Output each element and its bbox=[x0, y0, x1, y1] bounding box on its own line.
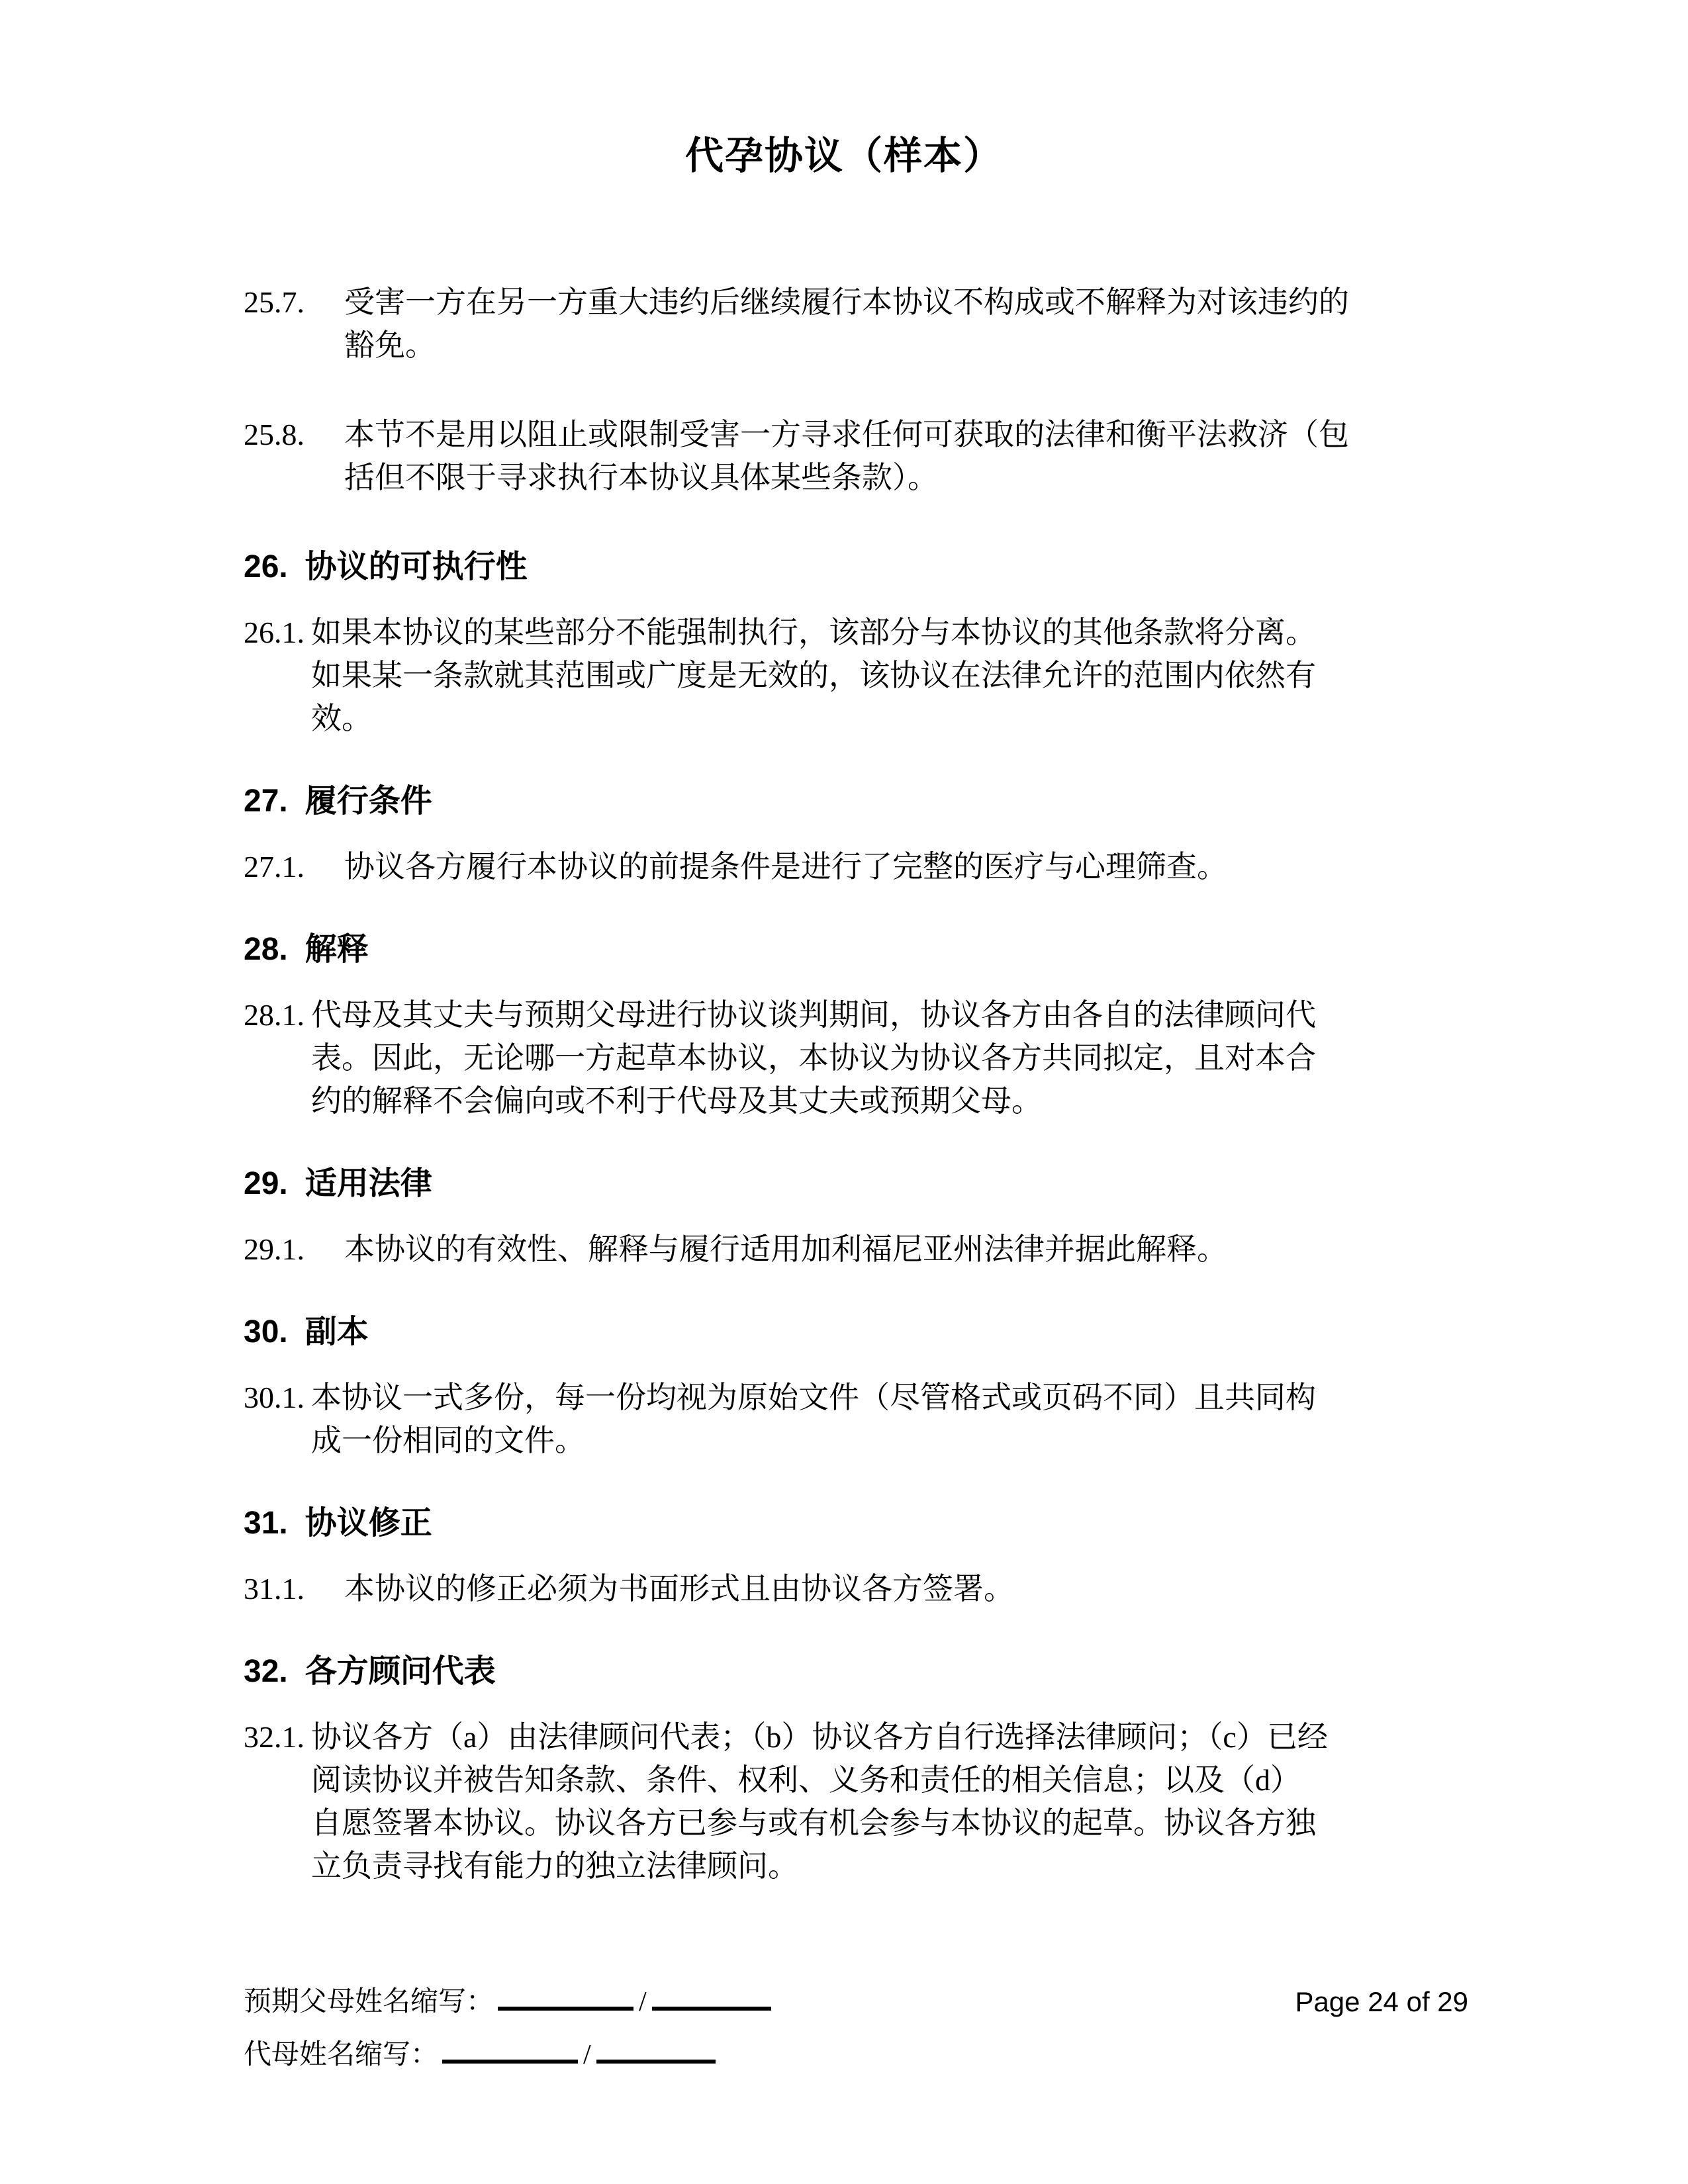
section-heading bbox=[244, 1162, 1470, 1205]
clause-number: 25.8. bbox=[244, 418, 305, 451]
intended-parents-initials-label: 预期父母姓名缩写： bbox=[244, 1987, 494, 2017]
surrogate-initials-label: 代母姓名缩写： bbox=[244, 2040, 439, 2070]
clause-item bbox=[244, 1228, 1470, 1271]
section-title: 协议的可执行性 bbox=[305, 549, 528, 584]
clause-text: 本协议的有效性、解释与履行适用加利福尼亚州法律并据此解释。 bbox=[344, 1232, 1227, 1266]
section-number: 32. bbox=[244, 1654, 288, 1689]
clause-text: 本协议的修正必须为书面形式且由协议各方签署。 bbox=[344, 1572, 1014, 1606]
section-number: 27. bbox=[244, 784, 288, 819]
section-heading bbox=[244, 1310, 1470, 1353]
clause-item bbox=[244, 993, 1470, 1122]
section-number: 29. bbox=[244, 1166, 288, 1201]
initials-separator: / bbox=[639, 1987, 647, 2017]
page-title: 代孕协议（样本） bbox=[684, 134, 1003, 177]
section-title: 解释 bbox=[305, 932, 369, 967]
clause-number: 30.1. bbox=[244, 1381, 305, 1414]
section-title: 各方顾问代表 bbox=[305, 1654, 496, 1689]
section-number: 28. bbox=[244, 932, 288, 967]
clause-number: 31.1. bbox=[244, 1572, 305, 1606]
section-title: 副本 bbox=[305, 1314, 369, 1349]
initials-blank bbox=[498, 1978, 633, 2011]
clause-number: 27.1. bbox=[244, 850, 305, 884]
initials-blank bbox=[442, 2030, 578, 2064]
clause-item bbox=[244, 1376, 1470, 1462]
section-title: 协议修正 bbox=[305, 1506, 432, 1541]
section-title: 履行条件 bbox=[305, 784, 432, 819]
surrogate-initials-line bbox=[244, 2028, 1468, 2081]
clause-item bbox=[244, 281, 1470, 367]
initials-blank bbox=[596, 2030, 716, 2064]
initials-blank bbox=[652, 1978, 771, 2011]
clause-number: 26.1. bbox=[244, 615, 305, 649]
clause-number: 29.1. bbox=[244, 1232, 305, 1266]
clause-item bbox=[244, 413, 1470, 499]
intended-parents-initials-line bbox=[244, 1976, 1468, 2028]
clause-text: 本节不是用以阻止或限制受害一方寻求任何可获取的法律和衡平法救济（包括但不限于寻求执行本协议具体某些条款）。 bbox=[344, 418, 1349, 494]
clause-item bbox=[244, 1567, 1470, 1610]
section-number: 31. bbox=[244, 1506, 288, 1541]
clause-number: 28.1. bbox=[244, 998, 305, 1032]
section-heading bbox=[244, 1502, 1470, 1545]
section-heading bbox=[244, 928, 1470, 971]
page-number: Page 24 of 29 bbox=[1295, 1986, 1468, 2017]
section-heading bbox=[244, 545, 1470, 588]
clause-text: 协议各方（a）由法律顾问代表；（b）协议各方自行选择法律顾问；（c）已经阅读协议并被告知条款、条件、权利、义务和责任的相关信息；以及（d）自愿签署本协议。协议各方已参与或有机会参与本协议的起草。协议各方独立负责寻找有能力的独立法律顾问。 bbox=[311, 1720, 1328, 1883]
document-body bbox=[0, 281, 1688, 1888]
section-number: 26. bbox=[244, 549, 288, 584]
clause-text: 如果本协议的某些部分不能强制执行，该部分与本协议的其他条款将分离。如果某一条款就其范围或广度是无效的，该协议在法律允许的范围内依然有效。 bbox=[311, 615, 1316, 735]
clause-number: 32.1. bbox=[244, 1720, 305, 1754]
clause-text: 本协议一式多份，每一份均视为原始文件（尽管格式或页码不同）且共同构成一份相同的文件。 bbox=[311, 1381, 1316, 1457]
clause-item bbox=[244, 845, 1470, 888]
section-number: 30. bbox=[244, 1314, 288, 1349]
clause-text: 代母及其丈夫与预期父母进行协议谈判期间，协议各方由各自的法律顾问代表。因此，无论哪一方起草本协议，本协议为协议各方共同拟定，且对本合约的解释不会偏向或不利于代母及其丈夫或预期父母。 bbox=[311, 998, 1316, 1118]
clause-number: 25.7. bbox=[244, 285, 305, 319]
section-heading bbox=[244, 780, 1470, 823]
clause-text: 受害一方在另一方重大违约后继续履行本协议不构成或不解释为对该违约的豁免。 bbox=[344, 285, 1349, 362]
section-heading bbox=[244, 1650, 1470, 1693]
clause-item bbox=[244, 1715, 1470, 1888]
clause-item bbox=[244, 611, 1470, 740]
clause-text: 协议各方履行本协议的前提条件是进行了完整的医疗与心理筛查。 bbox=[344, 850, 1227, 884]
section-title: 适用法律 bbox=[305, 1166, 432, 1201]
initials-separator: / bbox=[583, 2040, 591, 2070]
page-footer bbox=[244, 1976, 1468, 2081]
